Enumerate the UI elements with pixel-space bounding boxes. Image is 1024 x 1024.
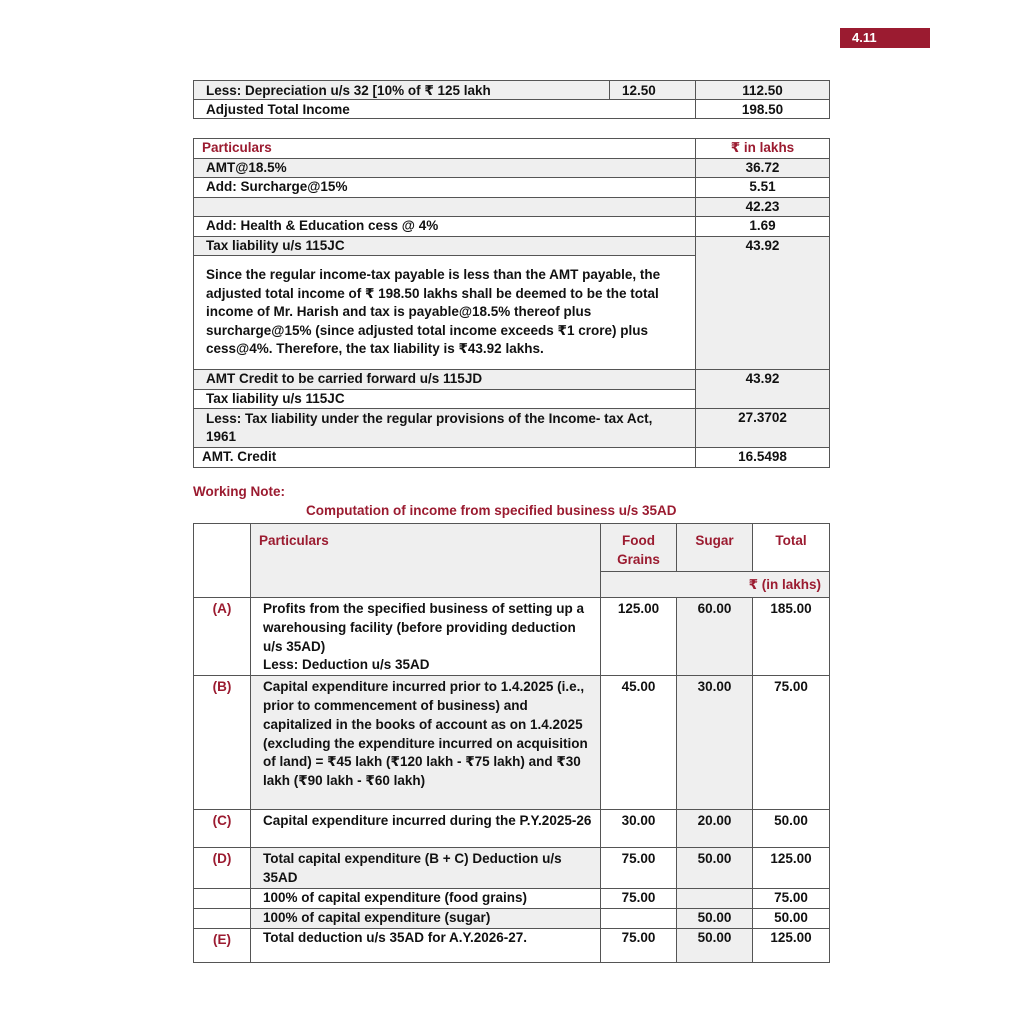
row-total: 75.00 <box>753 888 830 908</box>
header-food-grains: Food Grains <box>601 524 677 572</box>
blank-cell <box>194 197 696 217</box>
tax-liability-2-label: Tax liability u/s 115JC <box>194 389 696 409</box>
table-row <box>194 217 830 237</box>
table-row <box>194 888 830 908</box>
header-total: Total <box>753 524 830 572</box>
table-row <box>194 81 830 100</box>
table-row <box>194 810 830 848</box>
table-header-row <box>194 139 830 159</box>
surcharge-value: 5.51 <box>696 178 830 198</box>
table-row <box>194 197 830 217</box>
row-text: 100% of capital expenditure (sugar) <box>251 908 601 928</box>
row-sugar: 50.00 <box>677 848 753 889</box>
header-particulars: Particulars <box>251 524 601 598</box>
table-row <box>194 448 830 468</box>
row-mid-value: 12.50 <box>610 81 696 100</box>
row-total: 50.00 <box>753 810 830 848</box>
row-label <box>194 908 251 928</box>
row-food: 30.00 <box>601 810 677 848</box>
header-unit: ₹ (in lakhs) <box>601 572 830 598</box>
amt-computation-table <box>193 138 830 468</box>
working-note-subtitle: Computation of income from specified business u/s 35AD <box>306 503 677 518</box>
surcharge-label: Add: Surcharge@15% <box>194 178 696 198</box>
table-row <box>194 928 830 962</box>
row-sugar <box>677 888 753 908</box>
row-sugar: 30.00 <box>677 676 753 810</box>
row-total: 75.00 <box>753 676 830 810</box>
amt-label: AMT@18.5% <box>194 158 696 178</box>
amt-credit-cf-label: AMT Credit to be carried forward u/s 115JD <box>194 370 696 390</box>
row-total: 125.00 <box>753 928 830 962</box>
row-value: 112.50 <box>696 81 830 100</box>
row-total: 125.00 <box>753 848 830 889</box>
amt-credit-value: 16.5498 <box>696 448 830 468</box>
blank-cell <box>194 524 251 598</box>
subtotal-value: 42.23 <box>696 197 830 217</box>
amt-value: 36.72 <box>696 158 830 178</box>
table-row <box>194 178 830 198</box>
table-row <box>194 158 830 178</box>
row-label: (D) <box>194 848 251 889</box>
row-text: Capital expenditure incurred during the P.Y.2025-26 <box>251 810 601 848</box>
row-food <box>601 908 677 928</box>
tax-liability-label: Tax liability u/s 115JC <box>194 236 696 256</box>
row-label <box>194 888 251 908</box>
cess-label: Add: Health & Education cess @ 4% <box>194 217 696 237</box>
row-food: 125.00 <box>601 598 677 676</box>
row-text: Total capital expenditure (B + C) Deduction u/s 35AD <box>251 848 601 889</box>
table-header-row <box>194 524 830 572</box>
row-label: (B) <box>194 676 251 810</box>
less-regular-value: 27.3702 <box>696 409 830 448</box>
row-text: Capital expenditure incurred prior to 1.4.2025 (i.e., prior to commencement of business) and capitalized in the books of account as on 1.4.2025 (excluding the expenditure incurred on acquisition of land) = ₹45 lakh (₹120 lakh - ₹75 lakh) and ₹30 lakh (₹90 lakh - ₹60 lakh) <box>251 676 601 810</box>
tax-liability-value: 43.92 <box>696 236 830 370</box>
row-sugar: 60.00 <box>677 598 753 676</box>
table-row <box>194 598 830 676</box>
table-row <box>194 409 830 448</box>
section-35ad-table <box>193 523 830 963</box>
explanation-note: Since the regular income-tax payable is less than the AMT payable, the adjusted total income of ₹ 198.50 lakhs shall be deemed to be the total income of Mr. Harish and tax is payable@18.5% thereof plus surcharge@15% (since adjusted total income exceeds ₹1 crore) plus cess@4%. Therefore, the tax liability is ₹43.92 lakhs. <box>194 256 696 370</box>
amt-credit-label: AMT. Credit <box>194 448 696 468</box>
row-sugar: 50.00 <box>677 908 753 928</box>
row-food: 75.00 <box>601 888 677 908</box>
table-row <box>194 676 830 810</box>
less-regular-label: Less: Tax liability under the regular provisions of the Income- tax Act, 1961 <box>194 409 696 448</box>
row-text-sub: Less: Deduction u/s 35AD <box>263 657 430 673</box>
depreciation-table <box>193 80 830 119</box>
row-label: Less: Depreciation u/s 32 [10% of ₹ 125 lakh <box>194 81 610 100</box>
working-note-title: Working Note: <box>193 484 285 499</box>
table-row <box>194 370 830 390</box>
row-text: Total deduction u/s 35AD for A.Y.2026-27. <box>251 928 601 962</box>
row-label: (A) <box>194 598 251 676</box>
row-total: 50.00 <box>753 908 830 928</box>
table-row <box>194 100 830 119</box>
row-total: 185.00 <box>753 598 830 676</box>
cess-value: 1.69 <box>696 217 830 237</box>
row-food: 45.00 <box>601 676 677 810</box>
table-row <box>194 848 830 889</box>
row-sugar: 20.00 <box>677 810 753 848</box>
row-text: Profits from the specified business of setting up a warehousing facility (before providing deduction u/s 35AD) <box>263 601 585 654</box>
header-unit: ₹ in lakhs <box>696 139 830 159</box>
table-row <box>194 908 830 928</box>
row-food: 75.00 <box>601 848 677 889</box>
row-particulars <box>251 598 601 676</box>
header-sugar: Sugar <box>677 524 753 572</box>
row-label: Adjusted Total Income <box>194 100 696 119</box>
row-label: (E) <box>194 928 251 962</box>
page-number-badge: 4.11 <box>840 28 930 48</box>
header-particulars: Particulars <box>194 139 696 159</box>
row-text: 100% of capital expenditure (food grains) <box>251 888 601 908</box>
amt-credit-cf-value: 43.92 <box>696 370 830 409</box>
row-value: 198.50 <box>696 100 830 119</box>
row-label: (C) <box>194 810 251 848</box>
row-sugar: 50.00 <box>677 928 753 962</box>
table-row <box>194 236 830 256</box>
row-food: 75.00 <box>601 928 677 962</box>
